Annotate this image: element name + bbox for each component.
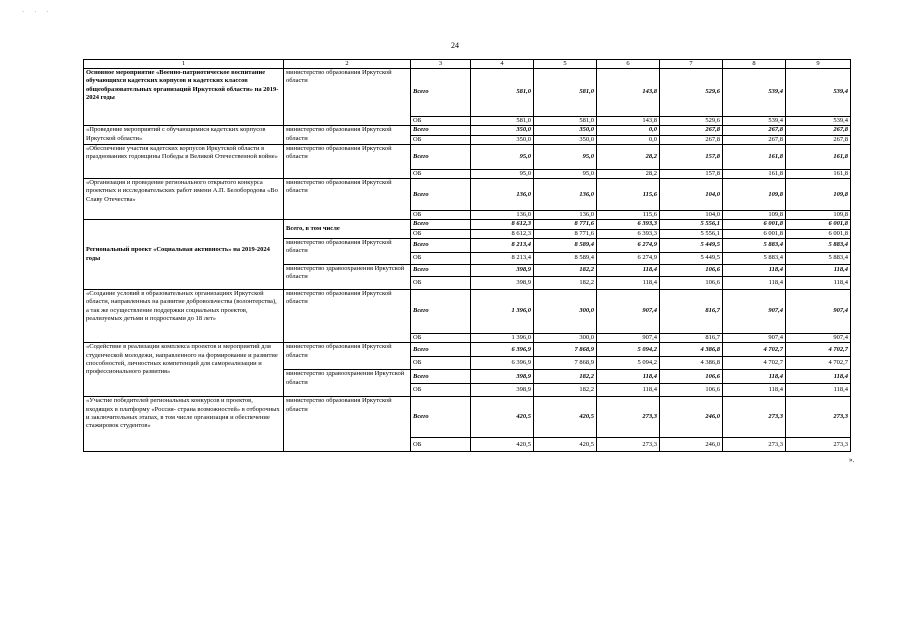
amount-cell: 907,4: [597, 334, 660, 343]
amount-cell: 109,8: [786, 211, 851, 220]
amount-cell: 118,4: [723, 277, 786, 290]
amount-cell: 106,6: [660, 384, 723, 397]
amount-cell: 539,4: [786, 69, 851, 117]
column-number-header: 5: [534, 60, 597, 69]
amount-cell: 161,8: [786, 144, 851, 169]
amount-cell: 1 396,0: [471, 290, 534, 334]
amount-cell: 6 396,9: [471, 343, 534, 357]
header-row: [84, 60, 851, 69]
funding-type-cell: Всего: [411, 370, 471, 384]
amount-cell: 4 702,7: [786, 357, 851, 370]
amount-cell: 6 396,9: [471, 357, 534, 370]
amount-cell: 246,0: [660, 397, 723, 438]
amount-cell: 5 449,5: [660, 253, 723, 265]
amount-cell: 136,0: [534, 179, 597, 211]
column-number-header: 6: [597, 60, 660, 69]
amount-cell: 273,3: [723, 438, 786, 452]
amount-cell: 267,8: [723, 126, 786, 135]
funding-table: [83, 59, 851, 452]
amount-cell: 4 702,7: [786, 343, 851, 357]
amount-cell: 5 556,1: [660, 229, 723, 238]
column-number-header: 9: [786, 60, 851, 69]
amount-cell: 95,0: [534, 169, 597, 178]
amount-cell: 143,8: [597, 117, 660, 126]
amount-cell: 6 274,9: [597, 239, 660, 253]
amount-cell: 95,0: [471, 144, 534, 169]
amount-cell: 267,8: [660, 126, 723, 135]
amount-cell: 6 393,3: [597, 229, 660, 238]
funding-type-cell: ОБ: [411, 253, 471, 265]
amount-cell: 8 589,4: [534, 239, 597, 253]
amount-cell: 157,8: [660, 169, 723, 178]
amount-cell: 95,0: [471, 169, 534, 178]
amount-cell: 0,0: [597, 135, 660, 144]
funding-type-cell: ОБ: [411, 135, 471, 144]
responsible-org-cell: министерство здравоохранения Иркутской области: [284, 265, 411, 290]
amount-cell: 7 868,9: [534, 357, 597, 370]
amount-cell: 350,0: [471, 126, 534, 135]
activity-name-cell: «Содействие в реализации комплекса проектов и мероприятий для студенческой молодежи, направленного на формирование и развитие способностей, личностных компетенций для самореализации и профессионального развития»: [84, 343, 284, 397]
amount-cell: 267,8: [660, 135, 723, 144]
amount-cell: 529,6: [660, 69, 723, 117]
amount-cell: 136,0: [471, 211, 534, 220]
amount-cell: 420,5: [534, 438, 597, 452]
column-number-header: 2: [284, 60, 411, 69]
amount-cell: 300,0: [534, 290, 597, 334]
table-row: [84, 126, 851, 135]
amount-cell: 350,0: [534, 135, 597, 144]
amount-cell: 816,7: [660, 290, 723, 334]
column-number-header: 1: [84, 60, 284, 69]
funding-type-cell: ОБ: [411, 117, 471, 126]
amount-cell: 8 612,3: [471, 220, 534, 229]
funding-type-cell: Всего: [411, 69, 471, 117]
amount-cell: 420,5: [534, 397, 597, 438]
amount-cell: 109,8: [723, 211, 786, 220]
amount-cell: 109,8: [786, 179, 851, 211]
amount-cell: 182,2: [534, 370, 597, 384]
funding-type-cell: Всего: [411, 290, 471, 334]
funding-type-cell: ОБ: [411, 334, 471, 343]
amount-cell: 8 612,3: [471, 229, 534, 238]
amount-cell: 136,0: [534, 211, 597, 220]
amount-cell: 118,4: [597, 384, 660, 397]
column-number-header: 8: [723, 60, 786, 69]
amount-cell: 118,4: [597, 277, 660, 290]
amount-cell: 420,5: [471, 438, 534, 452]
funding-type-cell: ОБ: [411, 384, 471, 397]
amount-cell: 5 094,2: [597, 357, 660, 370]
amount-cell: 106,6: [660, 265, 723, 277]
funding-type-cell: Всего: [411, 126, 471, 135]
scan-dots: · · ·: [22, 8, 53, 16]
amount-cell: 182,2: [534, 277, 597, 290]
responsible-org-cell: министерство образования Иркутской области: [284, 179, 411, 220]
amount-cell: 136,0: [471, 179, 534, 211]
activity-name-cell: «Создание условий в образовательных организациях Иркутской области, направленных на развитие добровольчества (волонтерства), а так же осуществление поддержки социальных проектов, реализуемых детьми и подростками до 18 лет»: [84, 290, 284, 343]
amount-cell: 106,6: [660, 277, 723, 290]
funding-type-cell: ОБ: [411, 211, 471, 220]
activity-name-cell: «Организация и проведение регионального открытого конкурса проектных и исследовательских работ имени А.П. Белобородова «Во Славу Отечества»: [84, 179, 284, 220]
amount-cell: 109,8: [723, 179, 786, 211]
closing-quote: ».: [849, 456, 855, 464]
responsible-org-cell: министерство образования Иркутской области: [284, 397, 411, 452]
amount-cell: 581,0: [471, 69, 534, 117]
amount-cell: 398,9: [471, 384, 534, 397]
responsible-org-cell: министерство образования Иркутской области: [284, 290, 411, 343]
amount-cell: 161,8: [786, 169, 851, 178]
amount-cell: 300,0: [534, 334, 597, 343]
amount-cell: 350,0: [471, 135, 534, 144]
amount-cell: 273,3: [786, 438, 851, 452]
amount-cell: 182,2: [534, 384, 597, 397]
amount-cell: 95,0: [534, 144, 597, 169]
amount-cell: 28,2: [597, 144, 660, 169]
amount-cell: 6 001,8: [723, 220, 786, 229]
amount-cell: 816,7: [660, 334, 723, 343]
amount-cell: 0,0: [597, 126, 660, 135]
funding-type-cell: ОБ: [411, 169, 471, 178]
funding-type-cell: ОБ: [411, 229, 471, 238]
amount-cell: 273,3: [597, 438, 660, 452]
amount-cell: 539,4: [723, 69, 786, 117]
amount-cell: 398,9: [471, 277, 534, 290]
responsible-org-cell: Всего, в том числе: [284, 220, 411, 239]
responsible-org-cell: министерство образования Иркутской области: [284, 343, 411, 370]
funding-type-cell: ОБ: [411, 438, 471, 452]
amount-cell: 907,4: [723, 290, 786, 334]
amount-cell: 6 001,8: [723, 229, 786, 238]
amount-cell: 4 702,7: [723, 343, 786, 357]
responsible-org-cell: министерство здравоохранения Иркутской области: [284, 370, 411, 397]
funding-type-cell: Всего: [411, 239, 471, 253]
amount-cell: 5 094,2: [597, 343, 660, 357]
column-number-header: 4: [471, 60, 534, 69]
amount-cell: 273,3: [723, 397, 786, 438]
amount-cell: 115,6: [597, 179, 660, 211]
amount-cell: 529,6: [660, 117, 723, 126]
amount-cell: 5 883,4: [723, 239, 786, 253]
amount-cell: 5 449,5: [660, 239, 723, 253]
amount-cell: 118,4: [723, 265, 786, 277]
amount-cell: 118,4: [786, 370, 851, 384]
amount-cell: 8 771,6: [534, 229, 597, 238]
amount-cell: 4 702,7: [723, 357, 786, 370]
amount-cell: 907,4: [786, 290, 851, 334]
amount-cell: 6 001,8: [786, 229, 851, 238]
amount-cell: 106,6: [660, 370, 723, 384]
amount-cell: 581,0: [534, 117, 597, 126]
amount-cell: 273,3: [597, 397, 660, 438]
table-row: [84, 343, 851, 357]
column-number-header: 7: [660, 60, 723, 69]
amount-cell: 907,4: [786, 334, 851, 343]
funding-type-cell: ОБ: [411, 357, 471, 370]
amount-cell: 7 868,9: [534, 343, 597, 357]
funding-type-cell: Всего: [411, 179, 471, 211]
funding-type-cell: Всего: [411, 397, 471, 438]
activity-name-cell: «Обеспечение участия кадетских корпусов Иркутской области в празднованиях годовщины Победы в Великой Отечественной войне»: [84, 144, 284, 178]
amount-cell: 182,2: [534, 265, 597, 277]
amount-cell: 118,4: [723, 384, 786, 397]
amount-cell: 143,8: [597, 69, 660, 117]
amount-cell: 5 556,1: [660, 220, 723, 229]
amount-cell: 539,4: [786, 117, 851, 126]
amount-cell: 4 386,8: [660, 343, 723, 357]
amount-cell: 1 396,0: [471, 334, 534, 343]
amount-cell: 6 001,8: [786, 220, 851, 229]
amount-cell: 907,4: [723, 334, 786, 343]
amount-cell: 350,0: [534, 126, 597, 135]
amount-cell: 104,0: [660, 179, 723, 211]
activity-name-cell: «Проведение мероприятий с обучающимися кадетских корпусов Иркутской области»: [84, 126, 284, 145]
amount-cell: 581,0: [534, 69, 597, 117]
responsible-org-cell: министерство образования Иркутской области: [284, 144, 411, 178]
amount-cell: 28,2: [597, 169, 660, 178]
table-row: [84, 69, 851, 117]
amount-cell: 118,4: [786, 265, 851, 277]
responsible-org-cell: министерство образования Иркутской области: [284, 239, 411, 265]
amount-cell: 6 393,3: [597, 220, 660, 229]
amount-cell: 420,5: [471, 397, 534, 438]
amount-cell: 8 213,4: [471, 253, 534, 265]
amount-cell: 157,8: [660, 144, 723, 169]
amount-cell: 246,0: [660, 438, 723, 452]
amount-cell: 539,4: [723, 117, 786, 126]
amount-cell: 267,8: [723, 135, 786, 144]
amount-cell: 267,8: [786, 135, 851, 144]
amount-cell: 118,4: [597, 265, 660, 277]
amount-cell: 118,4: [597, 370, 660, 384]
activity-name-cell: «Участие победителей региональных конкурсов и проектов, входящих в платформу «Россия- страна возможностей» в отборочных и заключительных этапах, в том числе организация и обеспечение стажировок студентов»: [84, 397, 284, 452]
funding-type-cell: Всего: [411, 220, 471, 229]
table-row: [84, 179, 851, 211]
funding-type-cell: Всего: [411, 343, 471, 357]
responsible-org-cell: министерство образования Иркутской области: [284, 126, 411, 145]
activity-name-cell: Основное мероприятие «Военно-патриотическое воспитание обучающихся кадетских корпусов и кадетских классов общеобразовательных организаций Иркутской области» на 2019-2024 годы: [84, 69, 284, 126]
funding-type-cell: Всего: [411, 265, 471, 277]
amount-cell: 6 274,9: [597, 253, 660, 265]
amount-cell: 161,8: [723, 144, 786, 169]
amount-cell: 118,4: [786, 384, 851, 397]
amount-cell: 398,9: [471, 370, 534, 384]
table-row: [84, 397, 851, 438]
amount-cell: 118,4: [723, 370, 786, 384]
page-number: 24: [451, 41, 459, 50]
table-row: [84, 290, 851, 334]
funding-type-cell: Всего: [411, 144, 471, 169]
amount-cell: 398,9: [471, 265, 534, 277]
table-row: [84, 144, 851, 169]
amount-cell: 5 883,4: [786, 239, 851, 253]
amount-cell: 581,0: [471, 117, 534, 126]
table-row: [84, 220, 851, 229]
amount-cell: 273,3: [786, 397, 851, 438]
project-name-cell: Региональный проект «Социальная активность» на 2019-2024 годы: [84, 220, 284, 290]
amount-cell: 115,6: [597, 211, 660, 220]
amount-cell: 5 883,4: [723, 253, 786, 265]
amount-cell: 8 771,6: [534, 220, 597, 229]
amount-cell: 5 883,4: [786, 253, 851, 265]
column-number-header: 3: [411, 60, 471, 69]
amount-cell: 8 589,4: [534, 253, 597, 265]
amount-cell: 104,0: [660, 211, 723, 220]
amount-cell: 267,8: [786, 126, 851, 135]
amount-cell: 8 213,4: [471, 239, 534, 253]
funding-type-cell: ОБ: [411, 277, 471, 290]
amount-cell: 161,8: [723, 169, 786, 178]
responsible-org-cell: министерство образования Иркутской области: [284, 69, 411, 126]
amount-cell: 907,4: [597, 290, 660, 334]
amount-cell: 4 386,8: [660, 357, 723, 370]
amount-cell: 118,4: [786, 277, 851, 290]
